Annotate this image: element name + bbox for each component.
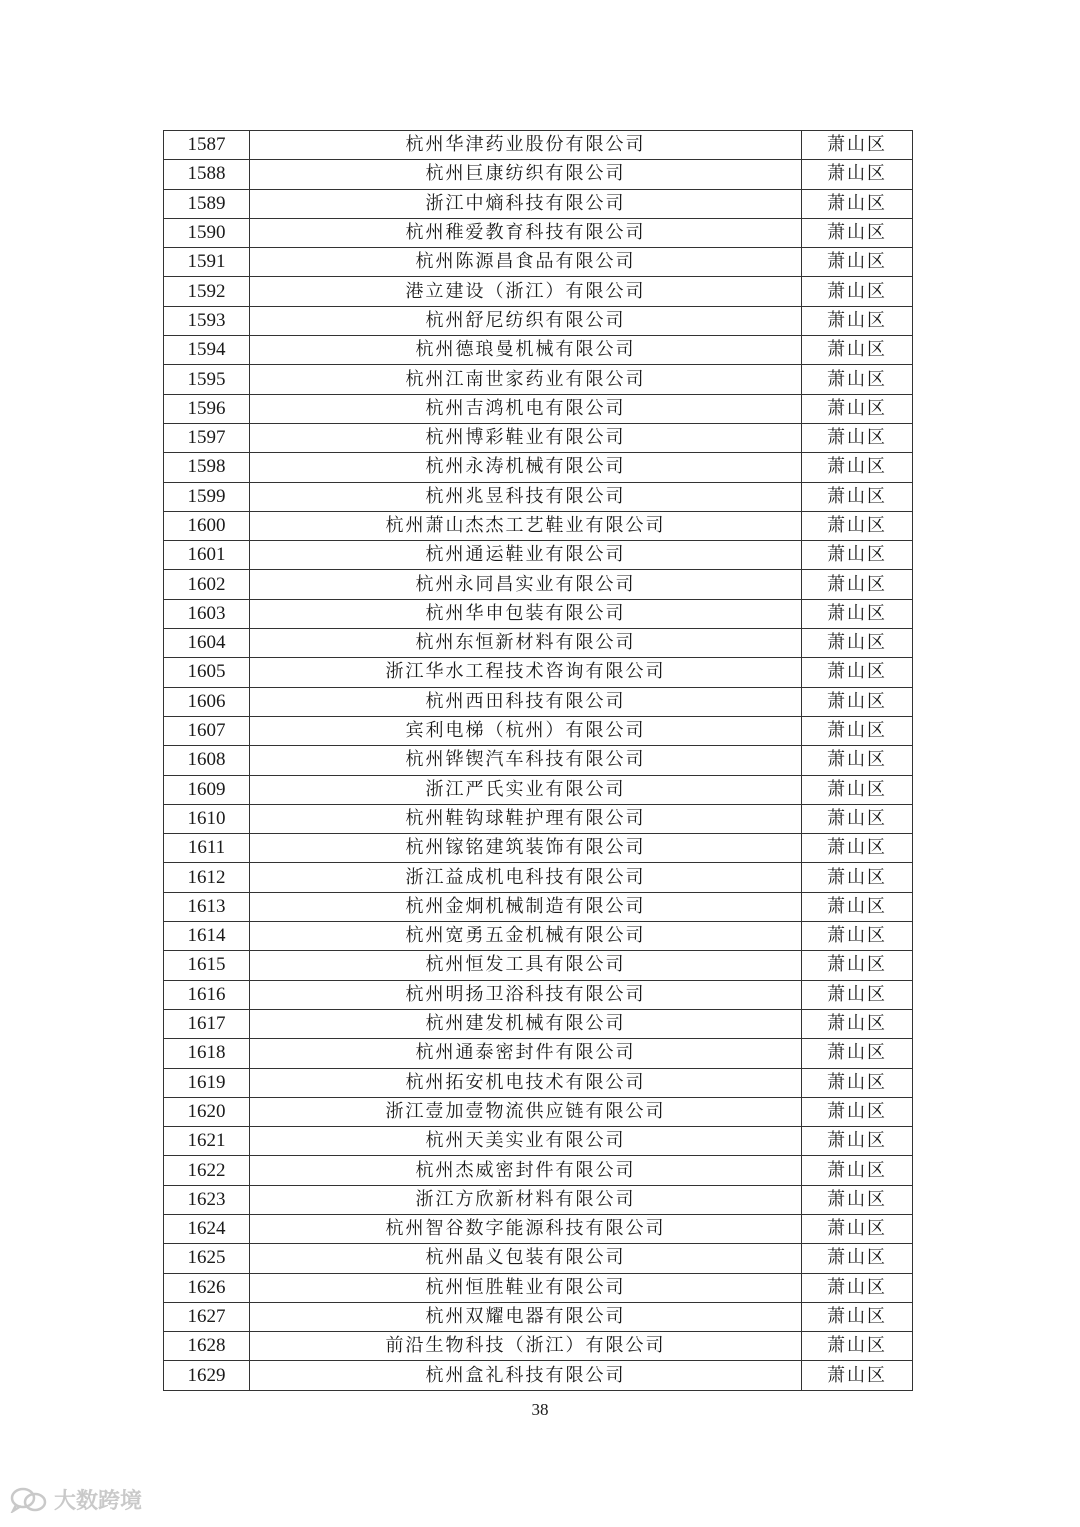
row-number-cell: 1624	[164, 1214, 250, 1243]
row-number-cell: 1615	[164, 951, 250, 980]
page-number: 38	[531, 1400, 549, 1419]
district-cell: 萧山区	[802, 306, 913, 335]
row-number-cell: 1590	[164, 218, 250, 247]
district-cell: 萧山区	[802, 1273, 913, 1302]
row-number-cell: 1629	[164, 1361, 250, 1390]
district-cell: 萧山区	[802, 980, 913, 1009]
district-cell: 萧山区	[802, 658, 913, 687]
district-cell: 萧山区	[802, 804, 913, 833]
district-cell: 萧山区	[802, 951, 913, 980]
table-body	[164, 131, 913, 1391]
table-row	[164, 1302, 913, 1331]
district-cell: 萧山区	[802, 365, 913, 394]
company-name-cell: 杭州博彩鞋业有限公司	[250, 423, 802, 452]
row-number-cell: 1595	[164, 365, 250, 394]
table-row	[164, 980, 913, 1009]
watermark-text: 大数跨境	[54, 1489, 143, 1514]
district-cell: 萧山区	[802, 511, 913, 540]
company-name-cell: 港立建设（浙江）有限公司	[250, 277, 802, 306]
table-row	[164, 863, 913, 892]
district-cell: 萧山区	[802, 1361, 913, 1390]
company-name-cell: 杭州通运鞋业有限公司	[250, 541, 802, 570]
company-name-cell: 浙江中熵科技有限公司	[250, 189, 802, 218]
district-cell: 萧山区	[802, 277, 913, 306]
table-row	[164, 922, 913, 951]
company-name-cell: 浙江益成机电科技有限公司	[250, 863, 802, 892]
district-cell: 萧山区	[802, 834, 913, 863]
company-name-cell: 浙江方欣新材料有限公司	[250, 1185, 802, 1214]
company-name-cell: 杭州永同昌实业有限公司	[250, 570, 802, 599]
table-row	[164, 775, 913, 804]
company-name-cell: 杭州宽勇五金机械有限公司	[250, 922, 802, 951]
district-cell: 萧山区	[802, 775, 913, 804]
table-row	[164, 306, 913, 335]
row-number-cell: 1598	[164, 453, 250, 482]
table-row	[164, 1068, 913, 1097]
row-number-cell: 1589	[164, 189, 250, 218]
company-name-cell: 杭州鞋钩球鞋护理有限公司	[250, 804, 802, 833]
district-cell: 萧山区	[802, 716, 913, 745]
company-name-cell: 杭州恒胜鞋业有限公司	[250, 1273, 802, 1302]
row-number-cell: 1613	[164, 892, 250, 921]
district-cell: 萧山区	[802, 687, 913, 716]
row-number-cell: 1607	[164, 716, 250, 745]
company-list-table	[163, 130, 913, 1391]
row-number-cell: 1593	[164, 306, 250, 335]
company-name-cell: 杭州兆昱科技有限公司	[250, 482, 802, 511]
company-name-cell: 杭州明扬卫浴科技有限公司	[250, 980, 802, 1009]
chat-bubbles-icon	[10, 1487, 48, 1513]
row-number-cell: 1628	[164, 1332, 250, 1361]
row-number-cell: 1618	[164, 1039, 250, 1068]
table-row	[164, 1361, 913, 1390]
table-row	[164, 1214, 913, 1243]
row-number-cell: 1604	[164, 629, 250, 658]
district-cell: 萧山区	[802, 570, 913, 599]
row-number-cell: 1605	[164, 658, 250, 687]
row-number-cell: 1602	[164, 570, 250, 599]
company-name-cell: 杭州东恒新材料有限公司	[250, 629, 802, 658]
company-name-cell: 杭州拓安机电技术有限公司	[250, 1068, 802, 1097]
company-name-cell: 杭州永涛机械有限公司	[250, 453, 802, 482]
company-name-cell: 杭州建发机械有限公司	[250, 1009, 802, 1038]
district-cell: 萧山区	[802, 1244, 913, 1273]
district-cell: 萧山区	[802, 1097, 913, 1126]
table-row	[164, 541, 913, 570]
table-row	[164, 189, 913, 218]
table-row	[164, 1332, 913, 1361]
table-row	[164, 892, 913, 921]
row-number-cell: 1623	[164, 1185, 250, 1214]
table-row	[164, 1244, 913, 1273]
table-row	[164, 394, 913, 423]
table-row	[164, 131, 913, 160]
company-name-cell: 浙江华水工程技术咨询有限公司	[250, 658, 802, 687]
district-cell: 萧山区	[802, 1332, 913, 1361]
company-name-cell: 杭州巨康纺织有限公司	[250, 160, 802, 189]
district-cell: 萧山区	[802, 131, 913, 160]
company-name-cell: 浙江壹加壹物流供应链有限公司	[250, 1097, 802, 1126]
row-number-cell: 1619	[164, 1068, 250, 1097]
table-row	[164, 746, 913, 775]
company-name-cell: 杭州陈源昌食品有限公司	[250, 248, 802, 277]
row-number-cell: 1603	[164, 599, 250, 628]
district-cell: 萧山区	[802, 1127, 913, 1156]
row-number-cell: 1609	[164, 775, 250, 804]
table-row	[164, 629, 913, 658]
district-cell: 萧山区	[802, 1302, 913, 1331]
watermark	[10, 1484, 142, 1515]
district-cell: 萧山区	[802, 629, 913, 658]
row-number-cell: 1611	[164, 834, 250, 863]
row-number-cell: 1587	[164, 131, 250, 160]
table-row	[164, 482, 913, 511]
table-row	[164, 834, 913, 863]
row-number-cell: 1588	[164, 160, 250, 189]
company-name-cell: 杭州铧锲汽车科技有限公司	[250, 746, 802, 775]
company-name-cell: 杭州智谷数字能源科技有限公司	[250, 1214, 802, 1243]
company-name-cell: 杭州德琅曼机械有限公司	[250, 336, 802, 365]
company-name-cell: 前沿生物科技（浙江）有限公司	[250, 1332, 802, 1361]
row-number-cell: 1614	[164, 922, 250, 951]
table-row	[164, 804, 913, 833]
district-cell: 萧山区	[802, 541, 913, 570]
table-row	[164, 1185, 913, 1214]
table-row	[164, 1039, 913, 1068]
district-cell: 萧山区	[802, 1156, 913, 1185]
row-number-cell: 1626	[164, 1273, 250, 1302]
table-row	[164, 951, 913, 980]
row-number-cell: 1592	[164, 277, 250, 306]
table-row	[164, 160, 913, 189]
row-number-cell: 1596	[164, 394, 250, 423]
company-name-cell: 杭州西田科技有限公司	[250, 687, 802, 716]
table-row	[164, 716, 913, 745]
district-cell: 萧山区	[802, 892, 913, 921]
company-name-cell: 杭州华津药业股份有限公司	[250, 131, 802, 160]
table-row	[164, 1127, 913, 1156]
table-row	[164, 1156, 913, 1185]
row-number-cell: 1610	[164, 804, 250, 833]
district-cell: 萧山区	[802, 453, 913, 482]
table-row	[164, 277, 913, 306]
company-name-cell: 杭州恒发工具有限公司	[250, 951, 802, 980]
district-cell: 萧山区	[802, 336, 913, 365]
row-number-cell: 1591	[164, 248, 250, 277]
company-name-cell: 杭州江南世家药业有限公司	[250, 365, 802, 394]
company-name-cell: 杭州吉鸿机电有限公司	[250, 394, 802, 423]
district-cell: 萧山区	[802, 248, 913, 277]
company-name-cell: 杭州杰威密封件有限公司	[250, 1156, 802, 1185]
company-name-cell: 杭州萧山杰杰工艺鞋业有限公司	[250, 511, 802, 540]
company-name-cell: 杭州盒礼科技有限公司	[250, 1361, 802, 1390]
table-row	[164, 453, 913, 482]
row-number-cell: 1625	[164, 1244, 250, 1273]
district-cell: 萧山区	[802, 482, 913, 511]
table-row	[164, 599, 913, 628]
row-number-cell: 1622	[164, 1156, 250, 1185]
row-number-cell: 1599	[164, 482, 250, 511]
company-name-cell: 杭州华申包装有限公司	[250, 599, 802, 628]
table-row	[164, 687, 913, 716]
district-cell: 萧山区	[802, 1009, 913, 1038]
row-number-cell: 1601	[164, 541, 250, 570]
district-cell: 萧山区	[802, 922, 913, 951]
row-number-cell: 1608	[164, 746, 250, 775]
district-cell: 萧山区	[802, 1185, 913, 1214]
district-cell: 萧山区	[802, 1068, 913, 1097]
district-cell: 萧山区	[802, 423, 913, 452]
district-cell: 萧山区	[802, 189, 913, 218]
row-number-cell: 1621	[164, 1127, 250, 1156]
table-row	[164, 423, 913, 452]
table-row	[164, 365, 913, 394]
company-name-cell: 杭州稚爱教育科技有限公司	[250, 218, 802, 247]
table-row	[164, 570, 913, 599]
table-row	[164, 1273, 913, 1302]
table-row	[164, 1009, 913, 1038]
company-name-cell: 杭州晶义包装有限公司	[250, 1244, 802, 1273]
table-row	[164, 658, 913, 687]
row-number-cell: 1612	[164, 863, 250, 892]
district-cell: 萧山区	[802, 863, 913, 892]
row-number-cell: 1627	[164, 1302, 250, 1331]
company-name-cell: 杭州金炯机械制造有限公司	[250, 892, 802, 921]
table-row	[164, 218, 913, 247]
company-name-cell: 杭州舒尼纺织有限公司	[250, 306, 802, 335]
row-number-cell: 1597	[164, 423, 250, 452]
district-cell: 萧山区	[802, 746, 913, 775]
district-cell: 萧山区	[802, 160, 913, 189]
row-number-cell: 1594	[164, 336, 250, 365]
district-cell: 萧山区	[802, 1039, 913, 1068]
table-row	[164, 336, 913, 365]
table-row	[164, 1097, 913, 1126]
company-name-cell: 宾利电梯（杭州）有限公司	[250, 716, 802, 745]
company-name-cell: 杭州镓铭建筑装饰有限公司	[250, 834, 802, 863]
row-number-cell: 1617	[164, 1009, 250, 1038]
row-number-cell: 1616	[164, 980, 250, 1009]
district-cell: 萧山区	[802, 394, 913, 423]
table-row	[164, 248, 913, 277]
district-cell: 萧山区	[802, 1214, 913, 1243]
company-name-cell: 杭州双耀电器有限公司	[250, 1302, 802, 1331]
company-name-cell: 浙江严氏实业有限公司	[250, 775, 802, 804]
row-number-cell: 1620	[164, 1097, 250, 1126]
row-number-cell: 1600	[164, 511, 250, 540]
district-cell: 萧山区	[802, 218, 913, 247]
district-cell: 萧山区	[802, 599, 913, 628]
table-row	[164, 511, 913, 540]
row-number-cell: 1606	[164, 687, 250, 716]
company-name-cell: 杭州天美实业有限公司	[250, 1127, 802, 1156]
company-name-cell: 杭州通泰密封件有限公司	[250, 1039, 802, 1068]
